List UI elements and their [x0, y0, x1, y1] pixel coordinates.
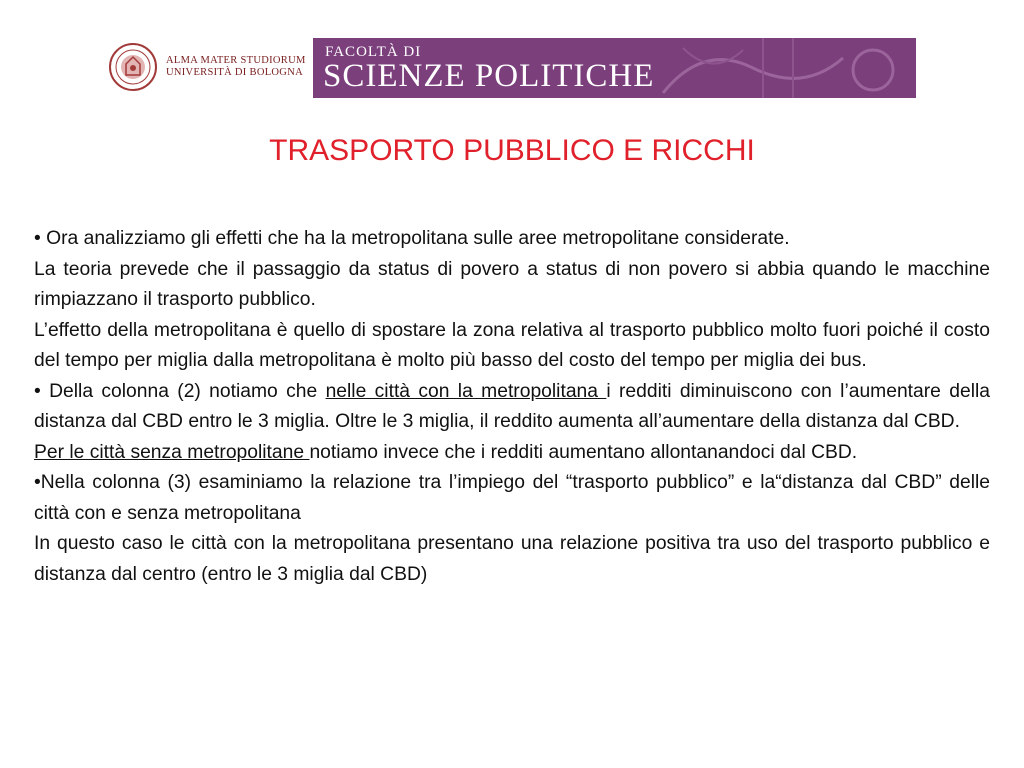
faculty-label-large: SCIENZE POLITICHE [323, 58, 655, 94]
paragraph-5-underlined: Per le città senza metropolitane [34, 441, 310, 463]
university-line-2: UNIVERSITÀ DI BOLOGNA [166, 67, 303, 78]
university-line-1: ALMA MATER STUDIORUM [166, 55, 306, 66]
paragraph-4-end: i redditi diminuiscono con l’aumentare della distanza dal CBD entro le 3 miglia. Oltre le 3 miglia, il reddito aumenta all’aumentare della distanza dal CBD. [34, 380, 990, 432]
university-name [166, 55, 306, 79]
paragraph-6: •Nella colonna (3) esaminiamo la relazione tra l’impiego del “trasporto pubblico” e la“distanza dal CBD” delle città con e senza metropolitana [34, 472, 990, 524]
paragraph-4-underlined: nelle città con la metropolitana [325, 380, 607, 402]
faculty-banner [313, 38, 916, 98]
paragraph-7: In questo caso le città con la metropolitana presentano una relazione positiva tra uso del trasporto pubblico e distanza dal centro (entro le 3 miglia dal CBD) [34, 533, 990, 585]
paragraph-1: • Ora analizziamo gli effetti che ha la metropolitana sulle aree metropolitane considerate. [34, 228, 790, 249]
faculty-label-small: FACOLTÀ DI [325, 44, 422, 60]
paragraph-5 [34, 438, 990, 469]
university-seal-icon [108, 42, 158, 92]
header-logos [108, 38, 916, 98]
paragraph-5-end: notiamo invece che i redditi aumentano allontanandoci dal CBD. [309, 441, 858, 463]
slide-body [34, 224, 990, 590]
paragraph-3: L’effetto della metropolitana è quello di spostare la zona relativa al trasporto pubblico molto fuori poiché il costo del tempo per miglia dalla metropolitana è molto più basso del costo del tempo per miglia dei bus. [34, 319, 990, 371]
slide-title: TRASPORTO PUBBLICO E RICCHI [269, 134, 755, 167]
paragraph-4 [34, 377, 990, 438]
banner-decoration-icon [643, 38, 916, 98]
paragraph-2: La teoria prevede che il passaggio da status di povero a status di non povero si abbia quando le macchine rimpiazzano il trasporto pubblico. [34, 258, 990, 310]
paragraph-4-start: • Della colonna (2) notiamo che [34, 380, 326, 402]
